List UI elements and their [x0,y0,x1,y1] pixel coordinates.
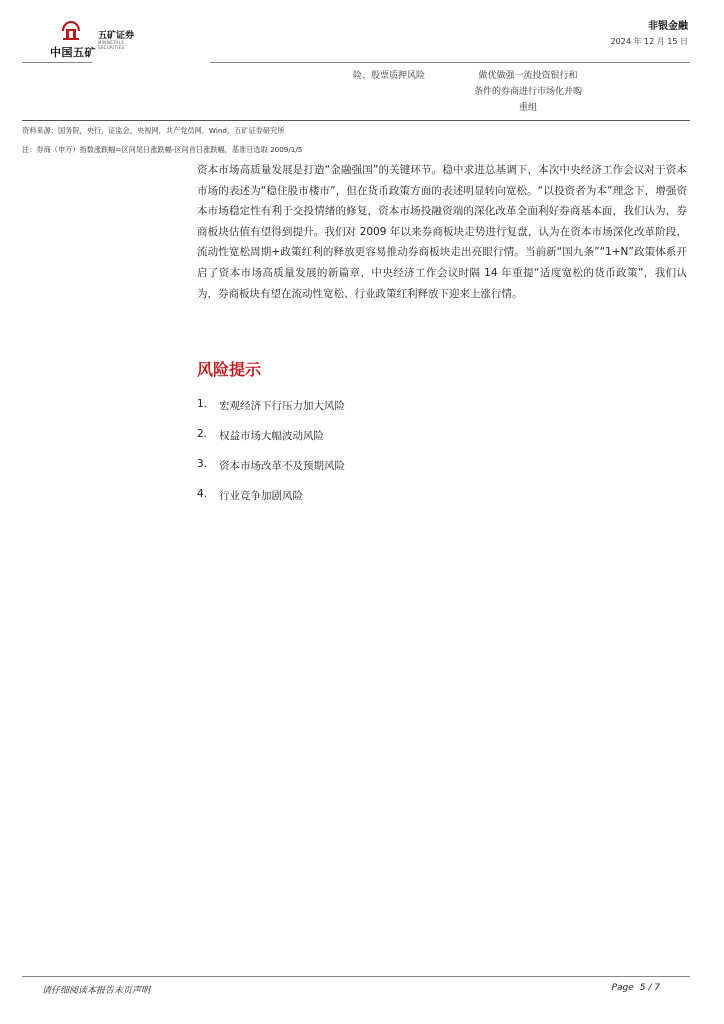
list-item [197,398,345,428]
list-item-number: 2. [197,428,208,440]
list-item-number: 3. [197,458,208,470]
report-date: 2024 年 12 月 15 日 [610,37,688,46]
page-indicator [606,983,660,993]
minmetals-logo-icon [60,20,82,42]
header-divider-left [22,62,92,63]
risk-list [197,398,345,518]
logo-brand-text: 五矿证券 [98,31,135,41]
list-item-number: 1. [197,398,208,410]
list-item-text: 行业竞争加剧风险 [219,490,303,502]
list-item [197,428,345,458]
company-logo [44,20,144,64]
table-cell-line: 做优做强一流投资银行和 [478,71,578,81]
table-cell-line: 条件的券商进行市场化并购 [473,87,582,97]
list-item [197,458,345,488]
footer-disclaimer: 请仔细阅读本报告末页声明 [42,986,151,996]
table-bottom-rule [22,120,690,121]
body-paragraph: 资本市场高质量发展是打造“金融强国”的关键环节。稳中求进总基调下，本次中央经济工作会议对于资本市场的表述为“稳住股市楼市”，但在货币政策方面的表述明显转向宽松。“以投资者为本”理念下，增强资本市场稳定性有利于交投情绪的修复，资本市场投融资端的深化改革全面利好券商基本面，我们认为，券商板块估值有望得到提升。我们对 2009 年以来券商板块走势进行复盘，认为在资本市场深化改革阶段，流动性宽松周期+政策红利的释放更容易推动券商板块走出亮眼行情。当前新“国九条”“1+N”政策体系开启了资本市场高质量发展的新篇章，中央经济工作会议时隔 14 年重提“适度宽松的货币政策”，我们认为，券商板块有望在流动性宽松、行业政策红利释放下迎来上涨行情。 [197,164,687,300]
header-divider-right [210,62,690,63]
table-cell-right [462,68,594,116]
source-line: 资料来源：国务院，央行，证监会，央视网，共产党员网，Wind，五矿证券研究所 [22,126,285,135]
list-item-number: 4. [197,488,208,500]
footer-divider [22,976,690,977]
list-item-text: 资本市场改革不及预期风险 [219,460,345,472]
logo-cn-text: 中国五矿 [50,46,96,59]
note-line: 注：券商（申万）指数涨跌幅=区间尾日涨跌幅-区间首日涨跌幅，基准日选取 2009/1/5 [22,145,303,154]
list-item-text: 宏观经济下行压力加大风险 [219,400,345,412]
page-number: 5 / 7 [639,983,660,993]
report-category: 非银金融 [648,21,688,32]
logo-en-text: MINMETALS SECURITIES [98,40,125,50]
page-label: Page [611,983,634,993]
list-item [197,488,345,518]
list-item-text: 权益市场大幅波动风险 [219,430,324,442]
table-cell-line: 重组 [518,103,537,113]
table-cell-left: 险、股票质押风险 [353,71,426,81]
risk-section-title: 风险提示 [197,360,262,379]
